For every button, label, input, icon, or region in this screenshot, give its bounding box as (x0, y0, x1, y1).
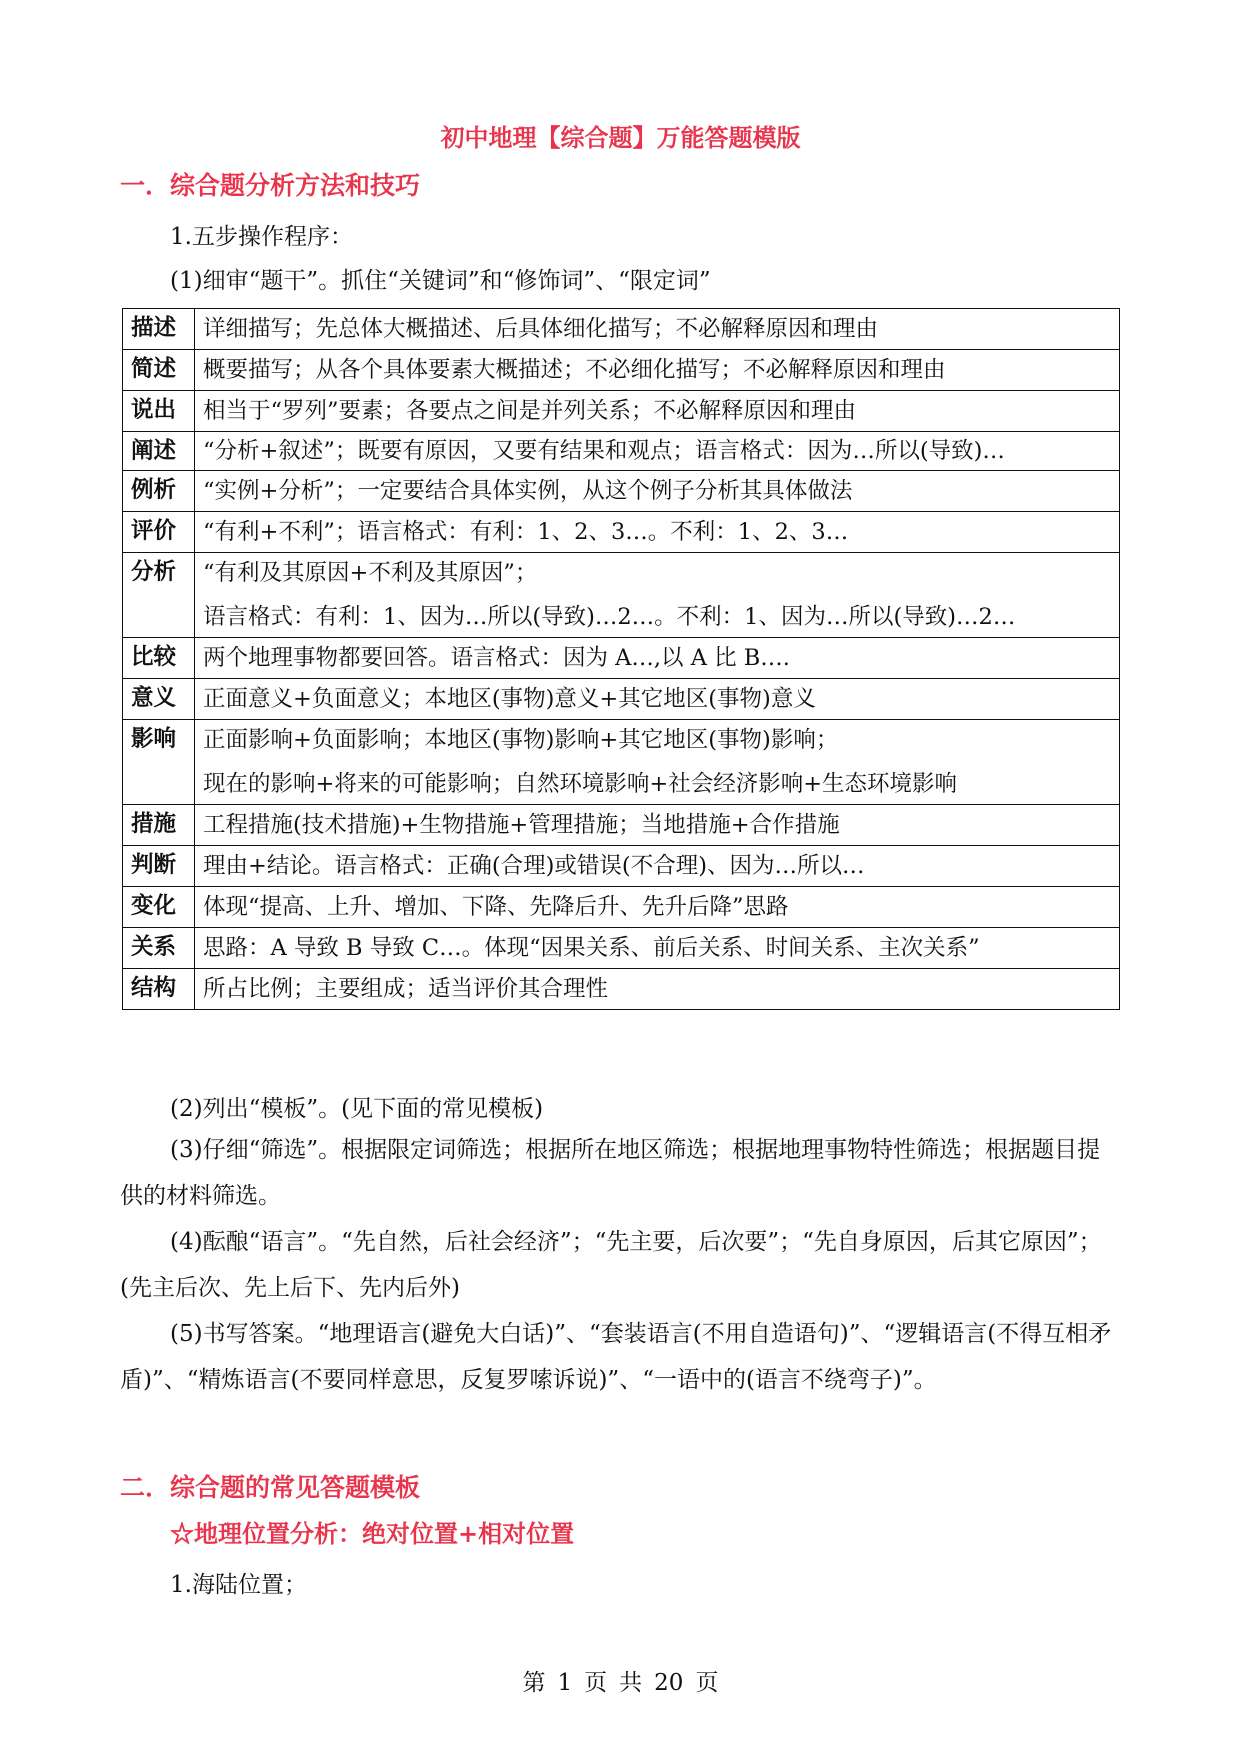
footer-total-pages: 20 (654, 1670, 684, 1696)
description-cell (195, 720, 1120, 805)
description-cell (195, 309, 1120, 350)
table-row (123, 805, 1120, 846)
term-cell: 意义 (123, 679, 195, 720)
table-row (123, 432, 1120, 471)
term-cell: 变化 (123, 887, 195, 928)
description-cell (195, 391, 1120, 432)
footer-ye2: 页 (695, 1670, 719, 1696)
description-cell (195, 638, 1120, 679)
footer-di: 第 (522, 1670, 546, 1696)
term-cell: 分析 (123, 553, 195, 638)
description-cell (195, 679, 1120, 720)
description-cell (195, 846, 1120, 887)
footer-gong: 共 (619, 1670, 643, 1696)
term-cell: 影响 (123, 720, 195, 805)
table-row (123, 846, 1120, 887)
description-line: “有利及其原因+不利及其原因”； (203, 560, 538, 586)
document-title: 初中地理【综合题】万能答题模版 (440, 123, 801, 152)
description-line: 语言格式：有利：1、因为…所以(导致)…2…。不利：1、因为…所以(导致)…2… (203, 604, 1016, 630)
term-cell: 措施 (123, 805, 195, 846)
term-cell: 关系 (123, 928, 195, 969)
step1-text: (1)细审“题干”。抓住“关键词”和“修饰词”、“限定词” (170, 268, 711, 294)
description-line: “分析+叙述”；既要有原因，又要有结果和观点；语言格式：因为…所以(导致)… (203, 438, 1005, 464)
description-cell (195, 553, 1120, 638)
term-cell: 简述 (123, 350, 195, 391)
description-line: 两个地理事物都要回答。语言格式：因为 A…,以 A 比 B…. (203, 645, 790, 671)
section1-heading: 一．综合题分析方法和技巧 (120, 171, 421, 200)
term-cell: 阐述 (123, 432, 195, 471)
description-line: 概要描写；从各个具体要素大概描述；不必细化描写；不必解释原因和理由 (203, 357, 946, 383)
table-row (123, 638, 1120, 679)
description-cell (195, 432, 1120, 471)
footer-ye: 页 (584, 1670, 608, 1696)
step5-text: (5)书写答案。“地理语言(避免大白话)”、“套装语言(不用自造语句)”、“逻辑语言(不得互相矛盾)”、“精炼语言(不要同样意思，反复罗嗦诉说)”、“一语中的(语言不绕弯子)”。 (120, 1321, 1112, 1393)
footer-page-number: 1 (557, 1670, 573, 1696)
page-footer (0, 1664, 1241, 1697)
description-line: 正面意义+负面意义；本地区(事物)意义+其它地区(事物)意义 (203, 686, 816, 712)
description-cell (195, 805, 1120, 846)
description-line: 现在的影响+将来的可能影响；自然环境影响+社会经济影响+生态环境影响 (203, 771, 958, 797)
description-line: 相当于“罗列”要素；各要点之间是并列关系；不必解释原因和理由 (203, 398, 857, 424)
section2-heading: 二．综合题的常见答题模板 (120, 1473, 421, 1502)
table-row (123, 350, 1120, 391)
table-row (123, 887, 1120, 928)
description-line: 所占比例；主要组成；适当评价其合理性 (203, 976, 609, 1002)
term-cell: 结构 (123, 969, 195, 1010)
description-line: “实例+分析”；一定要结合具体实例，从这个例子分析其具体做法 (203, 478, 853, 504)
description-line: 思路：A 导致 B 导致 C…。体现“因果关系、前后关系、时间关系、主次关系” (203, 935, 980, 961)
terms-table (122, 308, 1120, 1010)
description-line: 详细描写；先总体大概描述、后具体细化描写；不必解释原因和理由 (203, 316, 879, 342)
item1-text: 1.海陆位置； (170, 1572, 307, 1598)
table-row (123, 928, 1120, 969)
table-row (123, 391, 1120, 432)
term-cell: 说出 (123, 391, 195, 432)
term-cell: 评价 (123, 512, 195, 553)
table-row (123, 720, 1120, 805)
description-line: 正面影响+负面影响；本地区(事物)影响+其它地区(事物)影响； (203, 727, 839, 753)
step4-text: (4)酝酿“语言”。“先自然，后社会经济”；“先主要，后次要”；“先自身原因，后其它原因”；(先主后次、先上后下、先内后外) (120, 1229, 1102, 1301)
term-cell: 描述 (123, 309, 195, 350)
description-line: 体现“提高、上升、增加、下降、先降后升、先升后降”思路 (203, 894, 789, 920)
description-cell (195, 928, 1120, 969)
step-intro: 1.五步操作程序： (170, 224, 353, 250)
step3-text: (3)仔细“筛选”。根据限定词筛选；根据所在地区筛选；根据地理事物特性筛选；根据题目提供的材料筛选。 (120, 1137, 1101, 1209)
description-cell (195, 350, 1120, 391)
table-row (123, 309, 1120, 350)
description-cell (195, 969, 1120, 1010)
term-cell: 例析 (123, 471, 195, 512)
table-row (123, 471, 1120, 512)
description-line: “有利+不利”；语言格式：有利：1、2、3…。不利：1、2、3… (203, 519, 849, 545)
table-row (123, 969, 1120, 1010)
table-row (123, 679, 1120, 720)
table-row (123, 553, 1120, 638)
description-cell (195, 471, 1120, 512)
table-row (123, 512, 1120, 553)
description-cell (195, 887, 1120, 928)
term-cell: 判断 (123, 846, 195, 887)
description-cell (195, 512, 1120, 553)
step2-text: (2)列出“模板”。(见下面的常见模板) (170, 1096, 544, 1122)
description-line: 理由+结论。语言格式：正确(合理)或错误(不合理)、因为…所以… (203, 853, 865, 879)
term-cell: 比较 (123, 638, 195, 679)
section2-subheading: ☆地理位置分析：绝对位置+相对位置 (170, 1519, 575, 1548)
description-line: 工程措施(技术措施)+生物措施+管理措施；当地措施+合作措施 (203, 812, 840, 838)
